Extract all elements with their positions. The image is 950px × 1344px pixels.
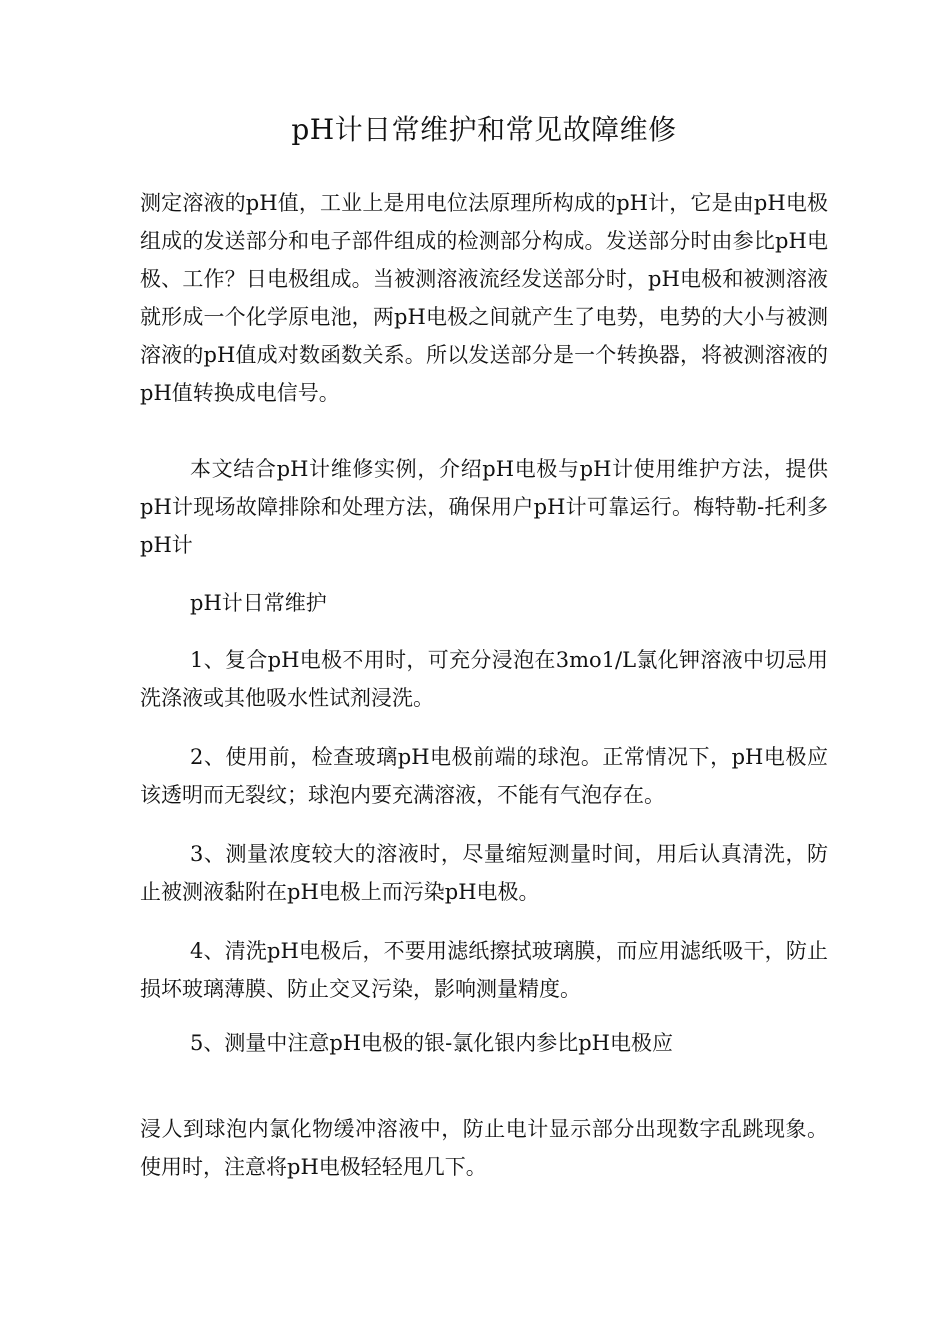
list-item-5: 5、测量中注意pH电极的银-氯化银内参比pH电极应	[190, 1031, 673, 1055]
section-heading-daily-maintenance: pH计日常维护	[190, 591, 327, 615]
document-title: pH计日常维护和常见故障维修	[291, 113, 677, 146]
list-item-1: 1、复合pH电极不用时，可充分浸泡在3mo1/L氯化钾溶液中切忌用洗涤液或其他吸水性试剂浸洗。	[140, 648, 828, 710]
paragraph-overview: 本文结合pH计维修实例，介绍pH电极与pH计使用维护方法，提供pH计现场故障排除和处理方法，确保用户pH计可靠运行。梅特勒-托利多pH计	[140, 457, 828, 557]
list-item-2: 2、使用前，检查玻璃pH电极前端的球泡。正常情况下，pH电极应该透明而无裂纹；球泡内要充满溶液，不能有气泡存在。	[140, 745, 828, 807]
paragraph-intro: 测定溶液的pH值，工业上是用电位法原理所构成的pH计，它是由pH电极组成的发送部分和电子部件组成的检测部分构成。发送部分时由参比pH电极、工作？日电极组成。当被测溶液流经发送部分时，pH电极和被测溶液就形成一个化学原电池，两pH电极之间就产生了电势，电势的大小与被测溶液的pH值成对数函数关系。所以发送部分是一个转换器，将被测溶液的pH值转换成电信号。	[140, 191, 828, 405]
list-item-4: 4、清洗pH电极后，不要用滤纸擦拭玻璃膜，而应用滤纸吸干，防止损坏玻璃薄膜、防止交叉污染，影响测量精度。	[140, 939, 828, 1001]
paragraph-continuation: 浸人到球泡内氯化物缓冲溶液中，防止电计显示部分出现数字乱跳现象。使用时，注意将pH电极轻轻甩几下。	[140, 1117, 828, 1179]
list-item-3: 3、测量浓度较大的溶液时，尽量缩短测量时间，用后认真清洗，防止被测液黏附在pH电极上而污染pH电极。	[140, 842, 828, 904]
